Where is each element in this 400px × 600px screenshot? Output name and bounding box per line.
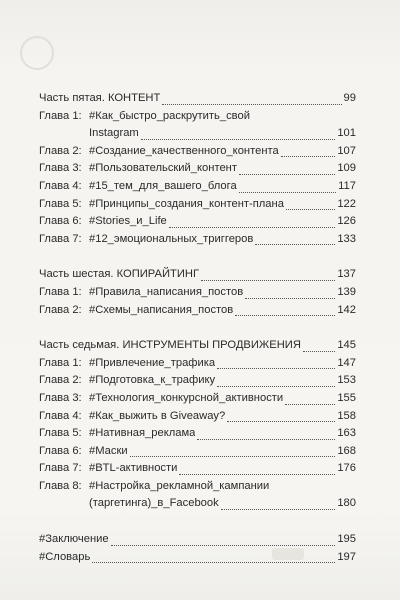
chapter-number: Глава 3: — [39, 391, 82, 404]
dot-leader — [281, 155, 336, 157]
toc-row-label — [39, 390, 283, 408]
toc-row-label — [39, 90, 160, 108]
page-number: 137 — [337, 268, 356, 281]
chapter-number: Глава 1: — [39, 285, 82, 298]
page-number: 109 — [337, 162, 356, 175]
chapter-title: #Маски — [89, 444, 128, 457]
page-number: 176 — [337, 462, 356, 475]
toc-row — [39, 160, 356, 178]
dot-leader — [111, 544, 336, 546]
chapter-number: Глава 4: — [39, 179, 82, 192]
toc-row — [39, 90, 356, 108]
chapter-title: #Заключение — [39, 533, 109, 546]
chapter-title: #Принципы_создания_контент-плана — [89, 197, 284, 210]
page-number: 168 — [337, 444, 356, 457]
table-of-contents — [39, 90, 356, 566]
toc-row — [39, 196, 356, 214]
dot-leader — [303, 350, 335, 352]
toc-row-label — [39, 125, 139, 143]
toc-row-label — [39, 266, 199, 284]
toc-row-label — [39, 495, 219, 513]
page-number: 163 — [337, 427, 356, 440]
toc-row — [39, 266, 356, 284]
chapter-number: Глава 4: — [39, 409, 82, 422]
toc-row-label — [39, 160, 237, 178]
chapter-title: #BTL-активности — [89, 462, 178, 475]
dot-leader — [235, 314, 335, 316]
dot-leader — [169, 226, 336, 228]
toc-row — [39, 284, 356, 302]
toc-row-label — [39, 372, 215, 390]
toc-part — [39, 337, 356, 513]
chapter-number: Глава 2: — [39, 303, 82, 316]
page-number: 122 — [337, 197, 356, 210]
dot-leader — [255, 243, 335, 245]
show-through-mark — [20, 36, 54, 70]
page-number: 142 — [337, 303, 356, 316]
toc-row — [39, 478, 356, 496]
toc-row-label — [39, 302, 233, 320]
chapter-number: Глава 1: — [39, 356, 82, 369]
dot-leader — [239, 173, 335, 175]
toc-row-label — [39, 108, 250, 126]
dot-leader — [217, 367, 335, 369]
toc-row — [39, 108, 356, 126]
chapter-title-continued: Instagram — [89, 127, 139, 140]
dot-leader — [239, 191, 336, 193]
toc-row — [39, 178, 356, 196]
chapter-number: Глава 7: — [39, 232, 82, 245]
chapter-title: #Схемы_написания_постов — [89, 303, 234, 316]
chapter-title: #15_тем_для_вашего_блога — [89, 179, 237, 192]
chapter-number: Глава 6: — [39, 444, 82, 457]
toc-row — [39, 125, 356, 143]
chapter-title: #Пользовательский_контент — [89, 162, 237, 175]
page-number: 107 — [337, 144, 356, 157]
chapter-title: #Нативная_реклама — [89, 427, 196, 440]
toc-row-label — [39, 549, 90, 567]
dot-leader — [227, 420, 335, 422]
page-number: 197 — [337, 550, 356, 563]
toc-row-label — [39, 337, 301, 355]
toc-row-label — [39, 143, 279, 161]
toc-row — [39, 495, 356, 513]
page-number: 158 — [337, 409, 356, 422]
dot-leader — [245, 297, 335, 299]
toc-row-label — [39, 231, 253, 249]
dot-leader — [130, 455, 336, 457]
toc-row-label — [39, 284, 243, 302]
chapter-title: #Настройка_рекламной_кампании — [89, 479, 270, 492]
chapter-number: Глава 5: — [39, 197, 82, 210]
toc-row — [39, 355, 356, 373]
toc-part — [39, 531, 356, 566]
page-number: 153 — [337, 374, 356, 387]
toc-row-label — [39, 460, 177, 478]
page-number: 147 — [337, 356, 356, 369]
toc-row — [39, 408, 356, 426]
toc-part — [39, 90, 356, 248]
dot-leader — [285, 403, 335, 405]
page-number: 180 — [337, 497, 356, 510]
chapter-title: #Как_быстро_раскрутить_свой — [89, 109, 250, 122]
toc-row — [39, 213, 356, 231]
toc-row-label — [39, 443, 128, 461]
dot-leader — [179, 473, 335, 475]
chapter-title: #Как_выжить в Giveaway? — [89, 409, 226, 422]
chapter-number: Глава 6: — [39, 215, 82, 228]
page-number: 139 — [337, 285, 356, 298]
toc-row-label — [39, 178, 237, 196]
dot-leader — [141, 138, 336, 140]
part-title: Часть пятая. КОНТЕНТ — [39, 92, 161, 104]
chapter-title: #Правила_написания_постов — [89, 285, 244, 298]
page-number: 145 — [337, 339, 356, 352]
dot-leader — [286, 208, 335, 210]
toc-row-label — [39, 425, 195, 443]
chapter-title-continued: (таргетинга)_в_Facebook — [89, 497, 219, 510]
part-title: Часть седьмая. ИНСТРУМЕНТЫ ПРОДВИЖЕНИЯ — [39, 339, 301, 352]
page-number: 117 — [338, 179, 356, 192]
toc-part — [39, 266, 356, 319]
toc-row-label — [39, 355, 215, 373]
toc-row — [39, 372, 356, 390]
page-number: 101 — [337, 127, 356, 140]
page-number: 126 — [337, 215, 356, 228]
toc-row — [39, 302, 356, 320]
page-number: 99 — [343, 92, 356, 104]
chapter-title: #Создание_качественного_контента — [89, 144, 279, 157]
toc-row-label — [39, 196, 284, 214]
toc-row — [39, 460, 356, 478]
toc-row — [39, 337, 356, 355]
dot-leader — [92, 561, 335, 563]
toc-row — [39, 231, 356, 249]
chapter-title: #Stories_и_Life — [89, 215, 167, 228]
toc-row-label — [39, 213, 167, 231]
dot-leader — [221, 508, 336, 510]
part-title: Часть шестая. КОПИРАЙТИНГ — [39, 268, 200, 281]
chapter-number: Глава 7: — [39, 462, 82, 475]
page-number: 195 — [337, 533, 356, 546]
toc-row — [39, 531, 356, 549]
dot-leader — [162, 103, 341, 105]
toc-row — [39, 443, 356, 461]
chapter-title: #12_эмоциональных_триггеров — [89, 232, 254, 245]
chapter-number: Глава 8: — [39, 479, 82, 492]
chapter-number: Глава 2: — [39, 144, 82, 157]
chapter-number: Глава 1: — [39, 109, 82, 122]
dot-leader — [197, 438, 335, 440]
chapter-number: Глава 5: — [39, 427, 82, 440]
chapter-title: #Подготовка_к_трафику — [89, 374, 216, 387]
toc-row-label — [39, 531, 109, 549]
page-number: 133 — [337, 232, 356, 245]
toc-row — [39, 143, 356, 161]
toc-row-label — [39, 478, 269, 496]
page-number: 155 — [337, 391, 356, 404]
toc-row — [39, 425, 356, 443]
chapter-title: #Технология_конкурсной_активности — [89, 391, 284, 404]
toc-row — [39, 549, 356, 567]
chapter-title: #Словарь — [39, 550, 91, 563]
chapter-number: Глава 2: — [39, 374, 82, 387]
toc-row — [39, 390, 356, 408]
chapter-title: #Привлечение_трафика — [89, 356, 216, 369]
dot-leader — [201, 279, 335, 281]
toc-row-label — [39, 408, 225, 426]
dot-leader — [217, 385, 335, 387]
chapter-number: Глава 3: — [39, 162, 82, 175]
